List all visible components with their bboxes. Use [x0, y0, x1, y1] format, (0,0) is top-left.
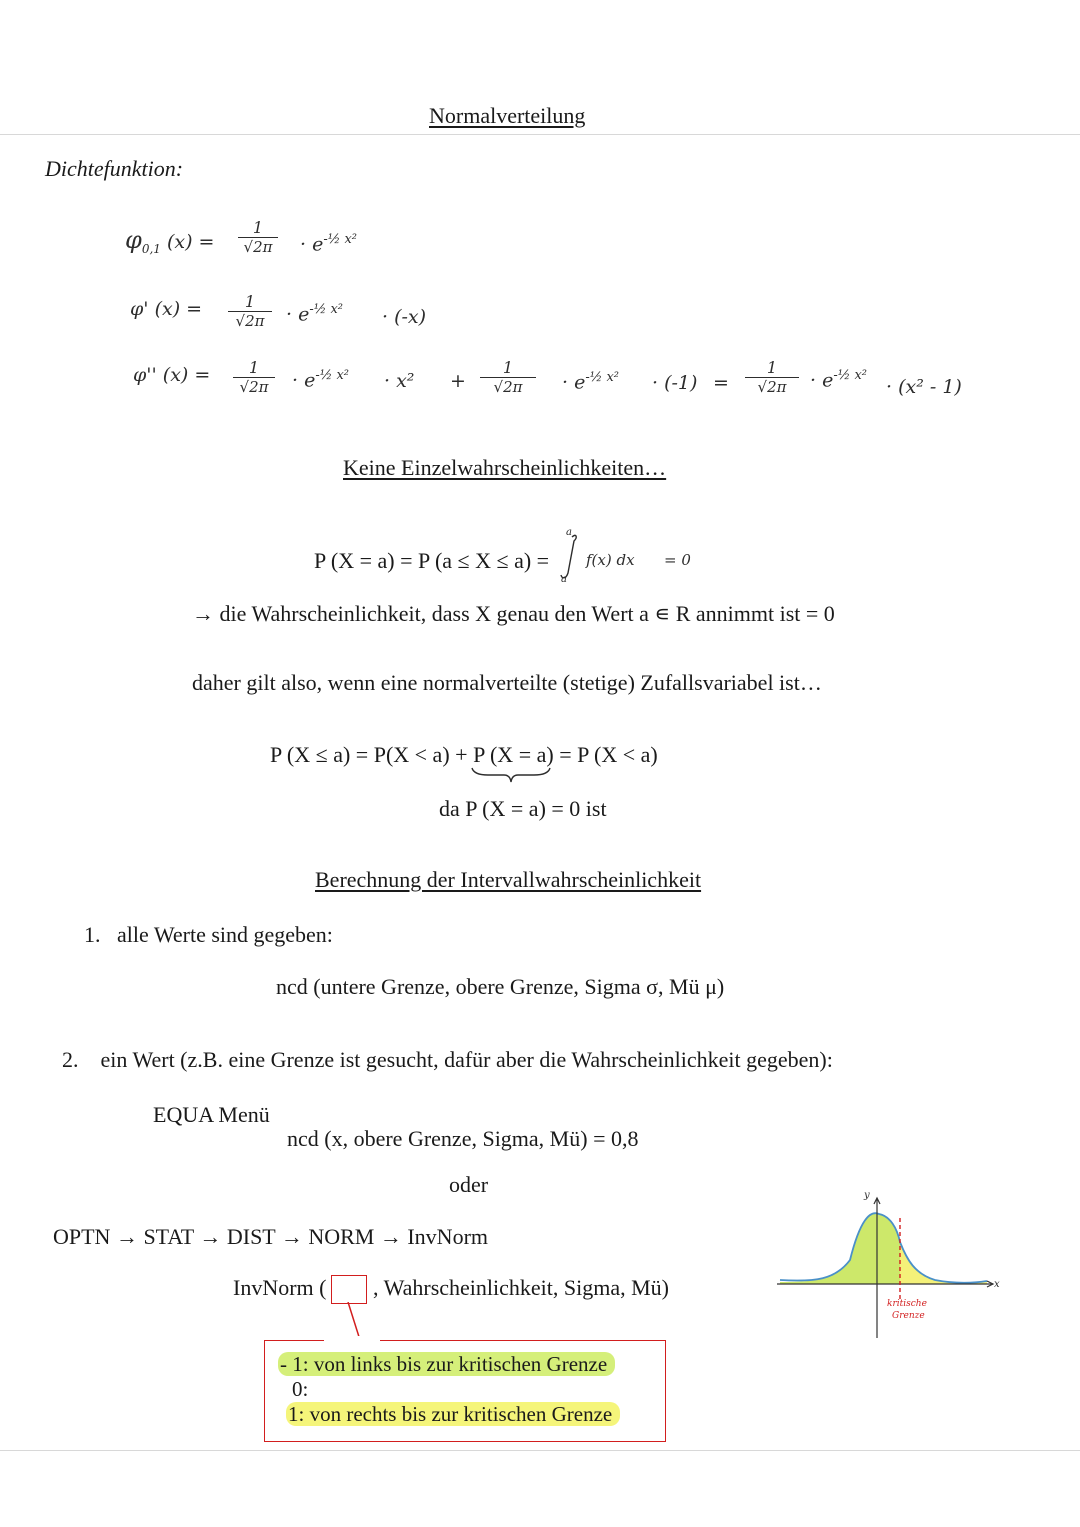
integral-upper: a	[566, 527, 572, 538]
exp-base: e	[574, 371, 586, 394]
exp-power: -½ x²	[315, 368, 350, 383]
phi-symbol: φ	[125, 226, 142, 254]
factor-minus-x: · (-x)	[382, 306, 427, 328]
frac-den: √2π	[235, 312, 265, 330]
crit-label-1: kritische	[887, 1299, 927, 1309]
crit-label-2: Grenze	[892, 1311, 925, 1321]
ineq-brace-term: P (X = a)	[473, 742, 554, 767]
bottom-divider	[0, 1450, 1080, 1451]
integral-result: = 0	[664, 551, 691, 569]
exp-2: · $e^{-\frac{1}{2} x^2}$	[286, 302, 344, 326]
term-x2: · x²	[384, 370, 415, 392]
ineq-right: = P (X < a)	[553, 742, 658, 767]
phi-prime: φ' (x) =	[130, 298, 203, 320]
exp-power: -½ x²	[323, 232, 358, 247]
phi-formula	[125, 226, 214, 256]
frac-3c	[745, 358, 799, 396]
frac-3b	[480, 358, 536, 396]
exp-base: e	[312, 233, 324, 256]
tail-parameter-box	[331, 1275, 367, 1304]
frac-2	[228, 292, 272, 330]
underbrace	[470, 766, 552, 784]
equa-menu: EQUA Menü	[153, 1102, 270, 1127]
ncd-formula-1: ncd (untere Grenze, obere Grenze, Sigma σ, Mü μ)	[276, 974, 725, 999]
heading-einzel: Keine Einzelwahrscheinlichkeiten…	[343, 455, 667, 480]
integral-body: f(x) dx	[586, 551, 635, 569]
invnorm-right: , Wahrscheinlichkeit, Sigma, Mü)	[373, 1275, 669, 1300]
equals-sign: =	[713, 372, 729, 394]
box-gap	[324, 1336, 380, 1342]
ineq-left: P (X ≤ a) = P(X < a) +	[270, 742, 474, 767]
arrow-statement: → die Wahrscheinlichkeit, dass X genau den Wert a ∊ R annimmt ist = 0	[192, 601, 835, 626]
phi-arg: (x) =	[166, 231, 215, 253]
formula-px-eq-a: P (X = a) = P (a ≤ X ≤ a) =	[314, 548, 550, 573]
brace-note: da P (X = a) = 0 ist	[439, 796, 607, 821]
frac-den: √2π	[493, 378, 523, 396]
daher-statement: daher gilt also, wenn eine normalverteilte (stetige) Zufallsvariabel ist…	[192, 670, 822, 695]
option-zero: 0:	[292, 1377, 309, 1401]
list-item-2: 2. ein Wert (z.B. eine Grenze ist gesucht, dafür aber die Wahrscheinlichkeit gegeben):	[62, 1047, 833, 1072]
exp-base: e	[298, 303, 310, 326]
exp-base: e	[822, 369, 834, 392]
oder-label: oder	[449, 1172, 489, 1197]
inequality-line	[270, 742, 658, 768]
frac-num: 1	[228, 292, 272, 312]
exp-3c: · $e^{-\frac{1}{2} x^2}$	[810, 368, 868, 392]
factor-minus-one: · (-1)	[652, 372, 698, 394]
x-axis-label: x	[994, 1279, 1000, 1290]
frac-3a	[233, 358, 275, 396]
exp-3b: · $e^{-\frac{1}{2} x^2}$	[562, 370, 620, 394]
option-right-tail	[286, 1402, 620, 1427]
frac-den: √2π	[243, 238, 273, 256]
exp-3a: · $e^{-\frac{1}{2} x^2}$	[292, 368, 350, 392]
exp-power: -½ x²	[833, 368, 868, 383]
list-item-1: 1. alle Werte sind gegeben:	[84, 922, 333, 947]
bell-curve-sketch	[775, 1190, 1005, 1340]
optn-path: OPTN → STAT → DIST → NORM → InvNorm	[53, 1224, 489, 1249]
plus-sign: +	[450, 370, 466, 392]
frac-1	[238, 218, 278, 256]
option-left-tail	[278, 1352, 615, 1377]
density-label: Dichtefunktion:	[45, 156, 184, 181]
phi-double-prime: φ'' (x) =	[133, 364, 211, 386]
exp-power: -½ x²	[585, 370, 620, 385]
phi-subscript: 0,1	[141, 241, 161, 256]
frac-num: 1	[745, 358, 799, 378]
y-axis-label: y	[864, 1190, 870, 1201]
exp-power: -½ x²	[309, 302, 344, 317]
option-plus1: 1: von rechts bis zur kritischen Grenze	[286, 1402, 620, 1426]
exp-base: e	[304, 369, 316, 392]
ncd-formula-2: ncd (x, obere Grenze, Sigma, Mü) = 0,8	[287, 1126, 639, 1151]
invnorm-left: InvNorm (	[233, 1275, 327, 1300]
frac-num: 1	[238, 218, 278, 238]
frac-num: 1	[480, 358, 536, 378]
heading-intervall: Berechnung der Intervallwahrscheinlichkeit	[315, 867, 702, 892]
factor-final: · (x² - 1)	[886, 376, 962, 398]
frac-den: √2π	[757, 378, 787, 396]
exp-1: · $e^{-\frac{1}{2} x^2}$	[300, 232, 358, 256]
integral-lower: a	[561, 574, 567, 585]
page-title: Normalverteilung	[429, 103, 586, 128]
option-minus1: - 1: von links bis zur kritischen Grenze	[278, 1352, 615, 1376]
title-divider	[0, 134, 1080, 135]
frac-den: √2π	[239, 378, 269, 396]
frac-num: 1	[233, 358, 275, 378]
